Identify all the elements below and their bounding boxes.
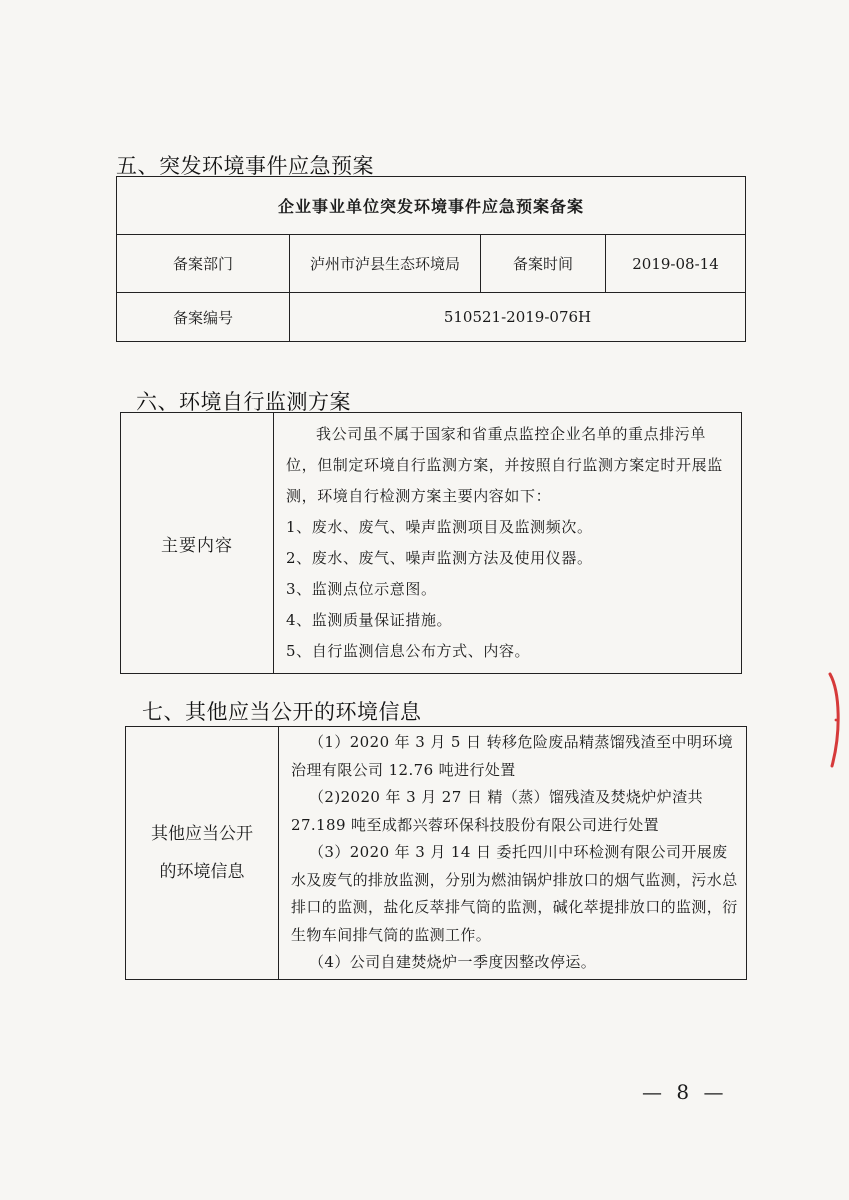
info-entry: （2)2020 年 3 月 27 日 精（蒸）馏残渣及焚烧炉炉渣共 27.189 吨至成都兴蓉环保科技股份有限公司进行处置 [291,788,704,834]
other-info-label [126,727,279,980]
record-department-label: 备案部门 [117,235,290,293]
seal-edge-mark [826,672,842,768]
emergency-plan-table-header: 企业事业单位突发环境事件应急预案备案 [117,177,746,235]
monitoring-item: 2、废水、废气、噪声监测方法及使用仪器。 [286,549,593,567]
main-content-body [274,413,742,674]
other-info-body [279,727,747,980]
emergency-plan-table [116,176,746,342]
info-entry: （1）2020 年 3 月 5 日 转移危险废品精蒸馏残渣至中明环境治理有限公司 12.76 吨进行处置 [291,733,734,779]
record-time-label: 备案时间 [481,235,606,293]
info-entry: （3）2020 年 3 月 14 日 委托四川中环检测有限公司开展废水及废气的排放监测，分别为燃油锅炉排放口的烟气监测，污水总排口的监测，盐化反萃排气筒的监测，碱化萃提排放口的监测，衍生物车间排气筒的监测工作。 [291,843,738,944]
other-info-label-line2: 的环境信息 [159,861,245,882]
main-content-label: 主要内容 [121,413,274,674]
other-info-label-line1: 其他应当公开 [151,823,253,844]
monitoring-item: 3、监测点位示意图。 [286,580,437,598]
monitoring-item: 1、废水、废气、噪声监测项目及监测频次。 [286,518,593,536]
other-info-table [125,726,747,980]
section6-title: 六、环境自行监测方案 [136,390,351,414]
monitoring-intro: 我公司虽不属于国家和省重点监控企业名单的重点排污单位，但制定环境自行监测方案，并按照自行监测方案定时开展监测，环境自行检测方案主要内容如下： [286,425,723,505]
record-code-value: 510521-2019-076H [290,293,746,342]
record-code-label: 备案编号 [117,293,290,342]
section7-title: 七、其他应当公开的环境信息 [142,700,422,724]
section5-title: 五、突发环境事件应急预案 [116,154,374,178]
self-monitoring-table [120,412,742,674]
monitoring-item: 5、自行监测信息公布方式、内容。 [286,642,531,660]
page-number: — 8 — [642,1080,728,1104]
info-entry: （4）公司自建焚烧炉一季度因整改停运。 [309,953,597,971]
monitoring-item: 4、监测质量保证措施。 [286,611,453,629]
record-time-value: 2019-08-14 [606,235,746,293]
record-department-value: 泸州市泸县生态环境局 [290,235,481,293]
